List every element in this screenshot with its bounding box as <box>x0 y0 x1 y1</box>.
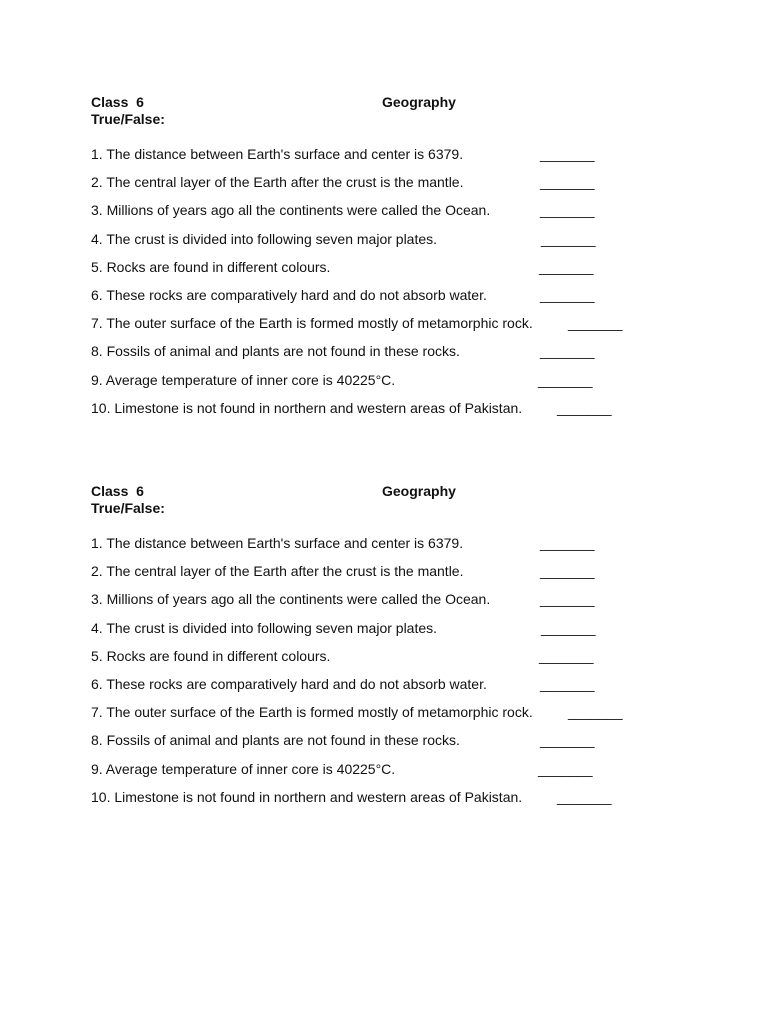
question-item <box>91 535 651 563</box>
answer-blank[interactable]: _______ <box>540 174 595 191</box>
worksheet <box>91 482 651 817</box>
answer-blank[interactable]: _______ <box>538 760 593 777</box>
question-item <box>91 343 651 371</box>
question-text: 8. Fossils of animal and plants are not found in these rocks. <box>91 732 460 749</box>
answer-blank[interactable]: _______ <box>539 647 594 664</box>
question-text: 2. The central layer of the Earth after the crust is the mantle. <box>91 563 464 580</box>
question-list <box>91 535 651 817</box>
section-title: True/False: <box>91 111 165 127</box>
answer-blank[interactable]: _______ <box>540 732 595 749</box>
subject-title: Geography <box>382 483 456 499</box>
class-label: Class 6 <box>91 483 144 499</box>
question-item <box>91 761 651 789</box>
answer-blank[interactable]: _______ <box>540 146 595 162</box>
question-text: 10. Limestone is not found in northern and western areas of Pakistan. <box>91 788 523 805</box>
answer-blank[interactable]: _______ <box>568 704 623 721</box>
question-text: 5. Rocks are found in different colours. <box>91 258 331 275</box>
question-item <box>91 400 651 428</box>
answer-blank[interactable]: _______ <box>540 591 595 608</box>
answer-blank[interactable]: _______ <box>540 535 595 551</box>
question-item <box>91 315 651 343</box>
question-item <box>91 648 651 676</box>
answer-blank[interactable]: _______ <box>568 315 623 332</box>
question-list <box>91 146 651 428</box>
question-text: 3. Millions of years ago all the continents were called the Ocean. <box>91 202 491 219</box>
worksheet-header <box>91 93 651 111</box>
question-text: 3. Millions of years ago all the continents were called the Ocean. <box>91 591 491 608</box>
question-text: 8. Fossils of animal and plants are not found in these rocks. <box>91 343 460 360</box>
question-text: 6. These rocks are comparatively hard and do not absorb water. <box>91 286 487 303</box>
question-item <box>91 563 651 591</box>
question-item <box>91 259 651 287</box>
question-item <box>91 789 651 817</box>
question-item <box>91 174 651 202</box>
worksheet-header <box>91 482 651 500</box>
answer-blank[interactable]: _______ <box>540 343 595 360</box>
worksheet <box>91 93 651 428</box>
question-item <box>91 591 651 619</box>
question-text: 4. The crust is divided into following seven major plates. <box>91 230 438 247</box>
question-text: 7. The outer surface of the Earth is formed mostly of metamorphic rock. <box>91 315 533 332</box>
answer-blank[interactable]: _______ <box>540 563 595 580</box>
question-text: 7. The outer surface of the Earth is formed mostly of metamorphic rock. <box>91 704 533 721</box>
question-item <box>91 146 651 174</box>
answer-blank[interactable]: _______ <box>540 286 595 303</box>
question-item <box>91 676 651 704</box>
question-item <box>91 704 651 732</box>
question-text: 9. Average temperature of inner core is 40225°C. <box>91 371 396 388</box>
question-text: 9. Average temperature of inner core is 40225°C. <box>91 760 396 777</box>
question-text: 2. The central layer of the Earth after the crust is the mantle. <box>91 174 464 191</box>
answer-blank[interactable]: _______ <box>538 371 593 388</box>
answer-blank[interactable]: _______ <box>539 258 594 275</box>
subject-title: Geography <box>382 94 456 110</box>
question-item <box>91 287 651 315</box>
question-text: 6. These rocks are comparatively hard and do not absorb water. <box>91 675 487 692</box>
question-item <box>91 202 651 230</box>
question-item <box>91 372 651 400</box>
class-label: Class 6 <box>91 94 144 110</box>
question-item <box>91 620 651 648</box>
answer-blank[interactable]: _______ <box>541 619 596 636</box>
answer-blank[interactable]: _______ <box>557 788 612 805</box>
question-text: 10. Limestone is not found in northern and western areas of Pakistan. <box>91 399 523 416</box>
question-item <box>91 732 651 760</box>
question-item <box>91 231 651 259</box>
answer-blank[interactable]: _______ <box>540 202 595 219</box>
section-title: True/False: <box>91 500 165 516</box>
question-text: 1. The distance between Earth's surface and center is 6379. <box>91 535 464 551</box>
question-text: 5. Rocks are found in different colours. <box>91 647 331 664</box>
answer-blank[interactable]: _______ <box>541 230 596 247</box>
answer-blank[interactable]: _______ <box>557 399 612 416</box>
question-text: 1. The distance between Earth's surface and center is 6379. <box>91 146 464 162</box>
answer-blank[interactable]: _______ <box>540 675 595 692</box>
question-text: 4. The crust is divided into following seven major plates. <box>91 619 438 636</box>
